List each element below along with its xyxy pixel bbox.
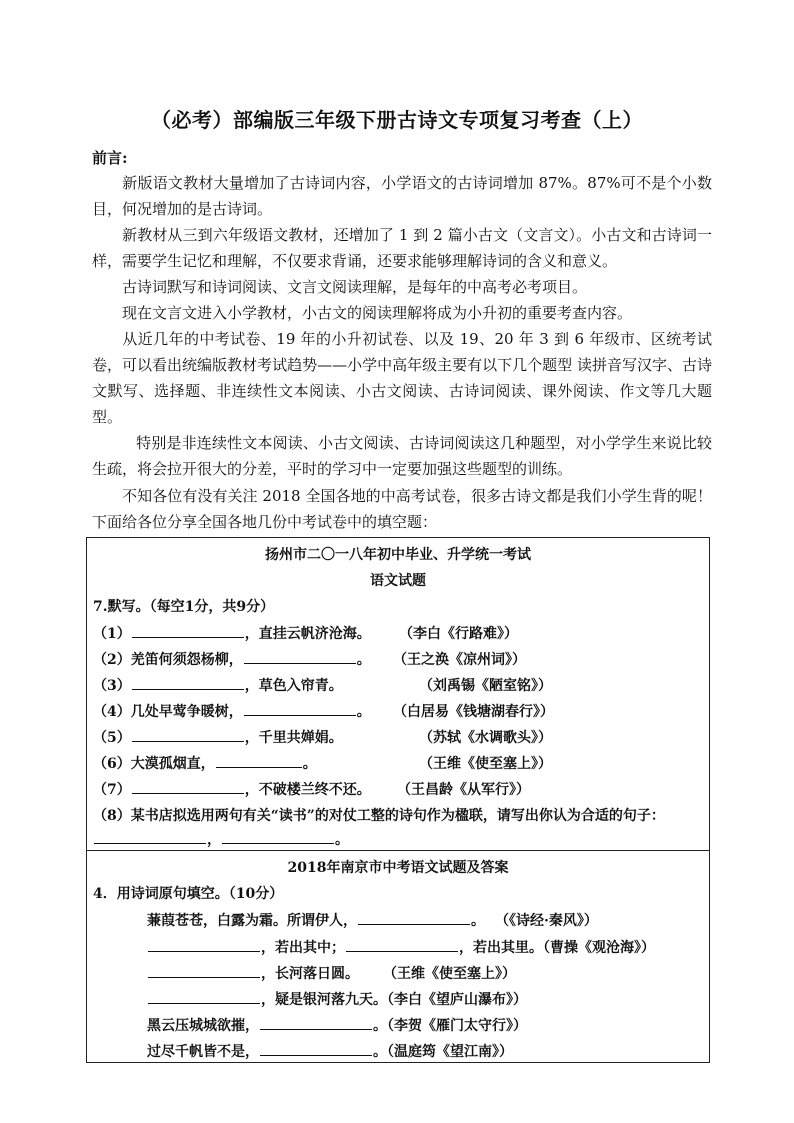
paragraph-text: 不知各位有没有关注 2018 全国各地的中高考试卷，很多古诗文都是我们小学生背的呢！下面给各位分享全国各地几份中考试卷中的填空题： <box>92 487 712 531</box>
document-title: （必考）部编版三年级下册古诗文专项复习考查（上） <box>151 108 643 132</box>
fill-line-2 <box>147 937 655 957</box>
intro-paragraph-2 <box>92 222 712 274</box>
exam-header: 扬州市二〇一八年初中毕业、升学统一考试 <box>265 547 531 563</box>
item-source: （刘禹锡《陋室铭》） <box>419 678 552 694</box>
exam-box-nanjing <box>86 850 710 1063</box>
fill-line-4 <box>147 989 527 1009</box>
answer-blank[interactable] <box>244 702 356 716</box>
intro-paragraph-7 <box>92 483 712 535</box>
answer-blank[interactable] <box>148 938 260 952</box>
paragraph-text: 新版语文教材大量增加了古诗词内容，小学语文的古诗词增加 87%。87%可不是个小数目，何况增加的是古诗词。 <box>92 174 712 218</box>
item-number: （3） <box>93 678 131 694</box>
line-text: ，若出其里。（曹操《观沧海》） <box>459 940 655 956</box>
paragraph-text: 古诗词默写和诗词阅读、文言文阅读理解，是每年的中高考必考项目。 <box>122 278 588 296</box>
fill-item-8-answer <box>93 829 349 849</box>
item-text: 。 <box>302 756 317 772</box>
answer-blank[interactable] <box>260 1016 372 1030</box>
item-number: （7） <box>93 782 131 798</box>
item-text: ， <box>207 832 221 848</box>
answer-blank[interactable] <box>94 830 206 844</box>
item-text: ，草色入帘青。 <box>244 678 343 694</box>
answer-blank[interactable] <box>132 676 244 690</box>
line-text: 蒹葭苍苍，白露为霜。所谓伊人， <box>147 913 357 929</box>
item-source: （白居易《钱塘湖春行》） <box>393 704 554 720</box>
line-text: 黑云压城城欲摧， <box>147 1018 259 1034</box>
fill-item-2 <box>93 649 371 669</box>
item-source: （王昌龄《从军行》） <box>397 782 530 798</box>
answer-blank[interactable] <box>260 1042 372 1056</box>
exam-header: 2018年南京市中考语文试题及答案 <box>287 860 509 876</box>
line-text: 。（李贺《雁门太守行》） <box>373 1018 527 1034</box>
item-source: （王维《使至塞上》） <box>419 756 552 772</box>
intro-paragraph-5 <box>92 326 712 430</box>
answer-blank[interactable] <box>148 990 260 1004</box>
paragraph-text: 特别是非连续性文本阅读、小古文阅读、古诗词阅读这几种题型，对小学学生来说比较生疏，将会拉开很大的分差，平时的学习中一定要加强这些题型的训练。 <box>92 434 712 478</box>
question-title: 7.默写。（每空1分，共9分） <box>93 599 275 615</box>
fill-line-1 <box>147 910 485 930</box>
intro-paragraph-4 <box>92 300 712 326</box>
answer-blank[interactable] <box>346 938 458 952</box>
item-text: 几处早莺争暖树， <box>130 704 243 720</box>
line-text: ，长河落日圆。 <box>261 966 359 982</box>
line-source: （王维《使至塞上》） <box>383 966 516 982</box>
intro-paragraph-3 <box>92 274 712 300</box>
line-text: 。 <box>471 913 485 929</box>
item-text: ，不破楼兰终不还。 <box>244 782 371 798</box>
fill-item-6 <box>93 753 317 773</box>
item-text: 大漠孤烟直， <box>130 756 215 772</box>
line-source <box>495 910 598 930</box>
line-text: ，若出其中； <box>261 940 345 956</box>
fill-item-3 <box>93 675 343 695</box>
item-number: （5） <box>93 730 131 746</box>
item-number: （4） <box>93 704 131 720</box>
item-text: 。 <box>356 652 371 668</box>
paragraph-text: 新教材从三到六年级语文教材，还增加了 1 到 2 篇小古文（文言文）。小古文和古诗词一样，需要学生记忆和理解，不仅要求背诵，还要求能够理解诗词的含义和意义。 <box>92 226 712 270</box>
item-text: ，千里共婵娟。 <box>244 730 343 746</box>
item-source: （王之涣《凉州词》） <box>393 652 526 668</box>
fill-item-5 <box>93 727 343 747</box>
item-number: （6） <box>93 756 131 772</box>
item-source: （苏轼《水调歌头》） <box>419 730 552 746</box>
intro-label: 前言: <box>92 149 128 167</box>
answer-blank[interactable] <box>216 754 302 768</box>
answer-blank[interactable] <box>222 830 334 844</box>
answer-blank[interactable] <box>148 964 260 978</box>
answer-blank[interactable] <box>358 911 470 925</box>
fill-item-1 <box>93 623 371 643</box>
line-text: 。（温庭筠《望江南》） <box>373 1044 513 1060</box>
intro-paragraph-6 <box>92 430 712 482</box>
item-number: （2） <box>93 652 131 668</box>
fill-item-4 <box>93 701 371 721</box>
item-number: （1） <box>93 626 131 642</box>
fill-line-5 <box>147 1015 527 1035</box>
fill-item-8: （8）某书店拟选用两句有关“读书”的对仗工整的诗句作为楹联，请写出你认为合适的句子： <box>93 808 665 824</box>
exam-box-yangzhou <box>86 537 710 851</box>
answer-blank[interactable] <box>132 624 244 638</box>
fill-item-7 <box>93 779 371 799</box>
paragraph-text: 现在文言文进入小学教材，小古文的阅读理解将成为小升初的重要考查内容。 <box>122 304 633 322</box>
fill-line-3 <box>147 963 359 983</box>
answer-blank[interactable] <box>132 780 244 794</box>
line-text: ，疑是银河落九天。（李白《望庐山瀑布》） <box>261 992 527 1008</box>
line-text: 过尽千帆皆不是， <box>147 1044 259 1060</box>
fill-line-6 <box>147 1041 513 1061</box>
item-text: 。 <box>335 832 349 848</box>
paragraph-text: 从近几年的中考试卷、19 年的小升初试卷、以及 19、20 年 3 到 6 年级市、区统考试卷，可以看出统编版教材考试趋势——小学中高年级主要有以下几个题型 读拼音写汉字、古诗文默写、选择题、非连续性文本阅读、小古文阅读、古诗词阅读、课外阅读、作文等几大题型。 <box>92 330 712 426</box>
source-open: （ <box>495 913 509 929</box>
exam-subheader: 语文试题 <box>370 573 426 589</box>
item-source: （李白《行路难》） <box>399 626 518 642</box>
item-text: ，直挂云帆济沧海。 <box>244 626 371 642</box>
question-title: 4．用诗词原句填空。（10分） <box>93 886 284 902</box>
intro-paragraph-1 <box>92 170 712 222</box>
source-text: 《诗经·秦风》） <box>509 913 598 929</box>
item-text: 羌笛何须怨杨柳， <box>130 652 243 668</box>
item-text: 。 <box>356 704 371 720</box>
answer-blank[interactable] <box>132 728 244 742</box>
answer-blank[interactable] <box>244 650 356 664</box>
